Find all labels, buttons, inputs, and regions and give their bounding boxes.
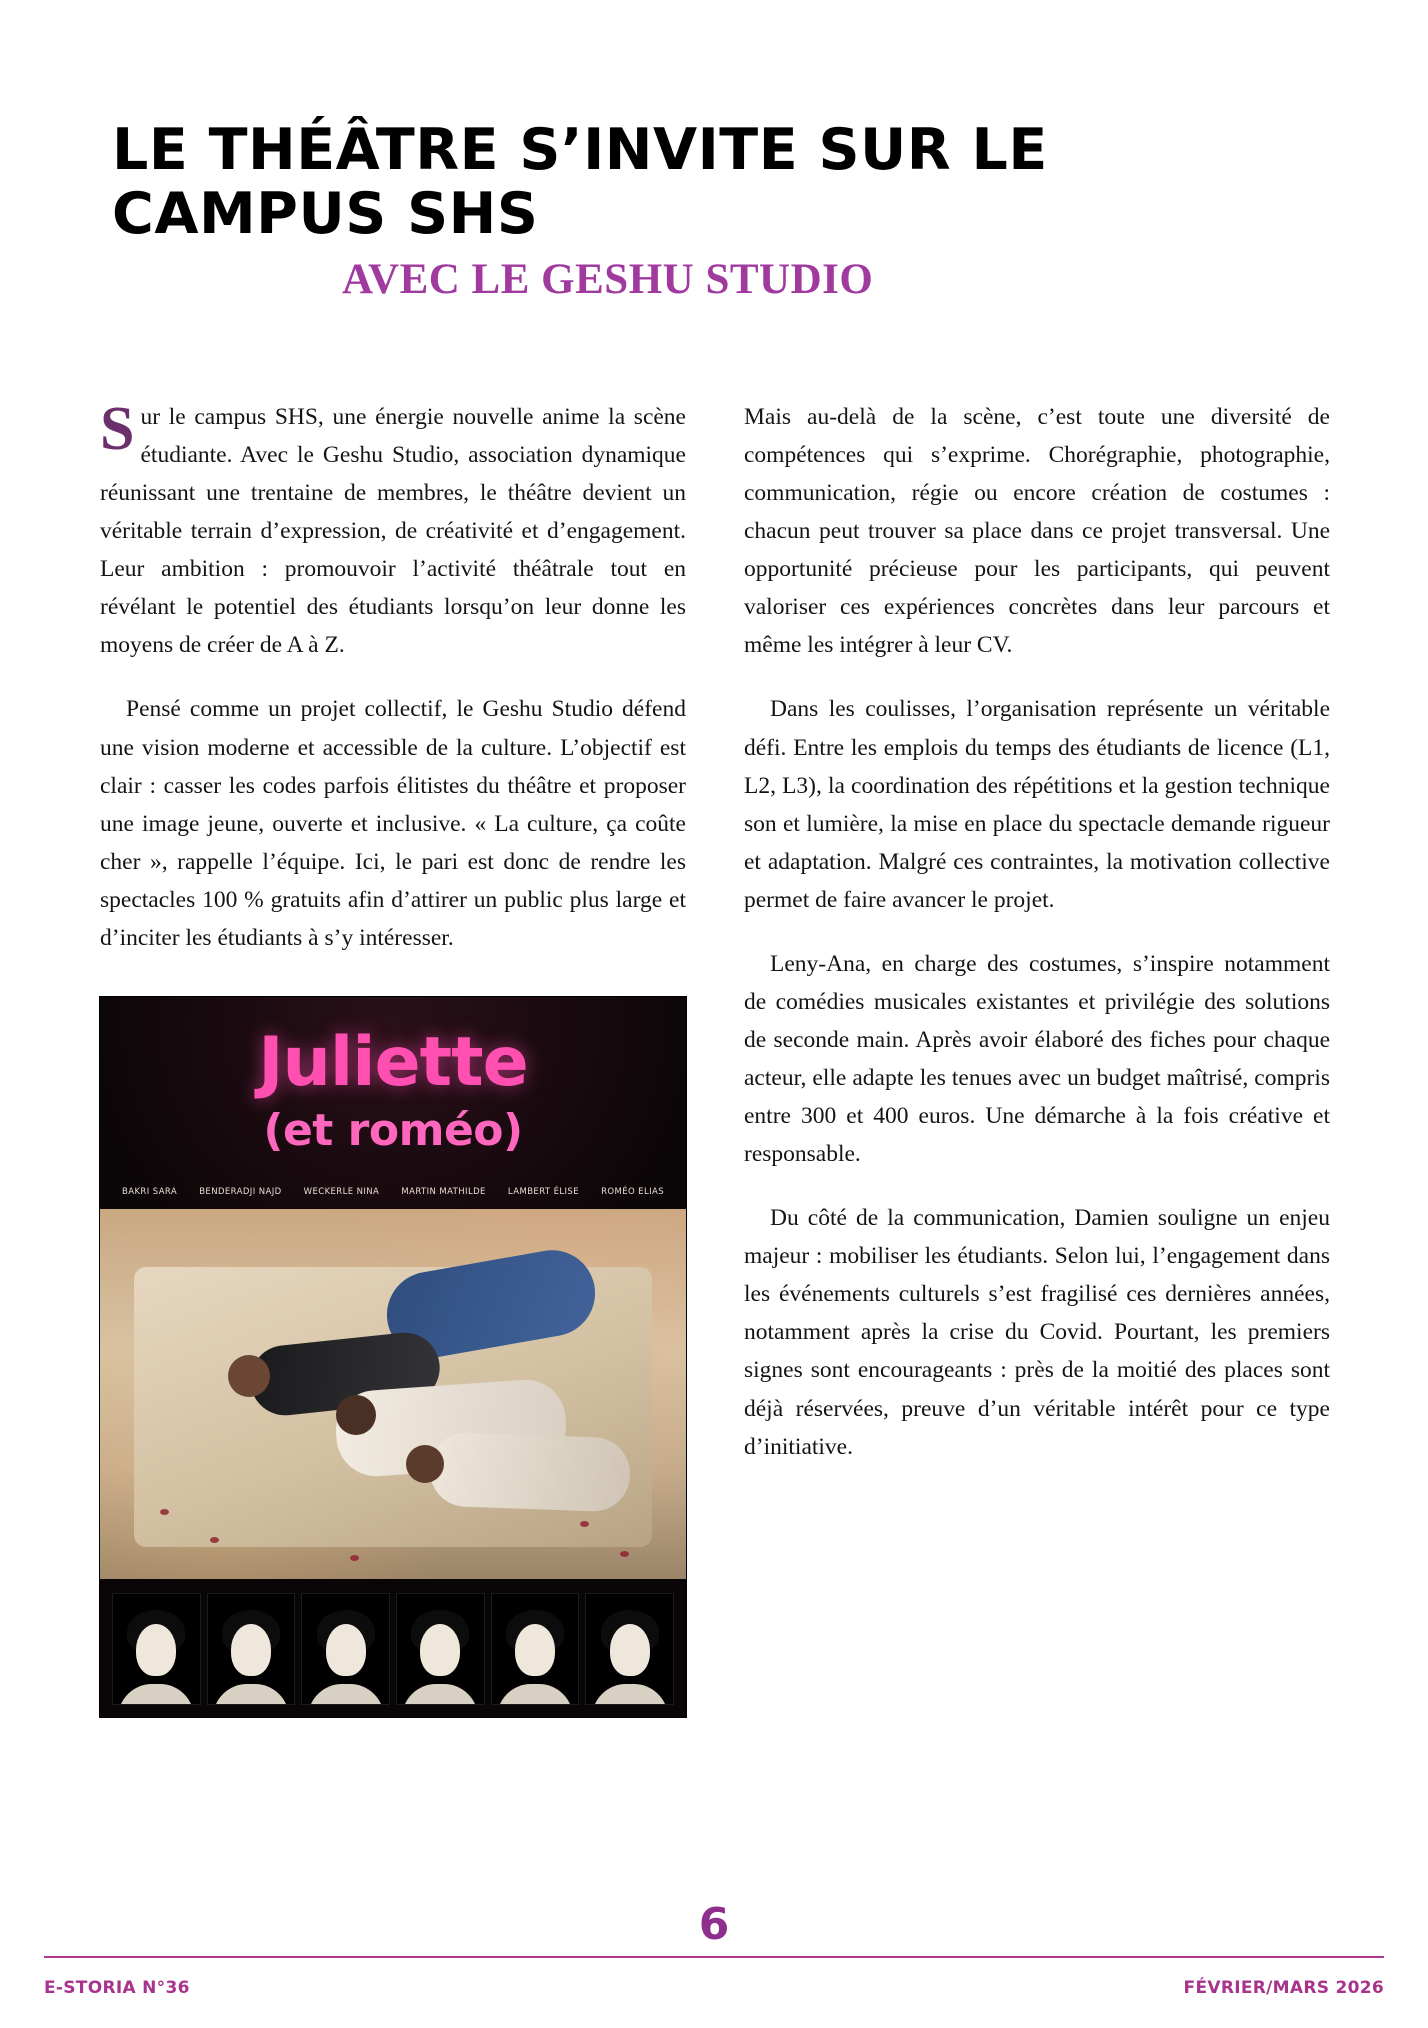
poster-scene-photo [100,1209,686,1579]
cast-portrait [585,1593,674,1705]
cast-name: ROMÉO ELIAS [601,1186,664,1197]
right-column [744,398,1330,1717]
paragraph: Pensé comme un projet collectif, le Geshu Studio défend une vision moderne et accessible de la culture. L’objectif est clair : casser les codes parfois élitistes du théâtre et proposer une image jeune, ouverte et inclusive. « La culture, ça coûte cher », rappelle l’équipe. Ici, le pari est donc de rendre les spectacles 100 % gratuits afin d’attirer un public plus large et d’inciter les étudiants à s’y intéresser. [100,696,686,951]
title-block [112,118,1322,304]
paragraph: Mais au-delà de la scène, c’est toute une diversité de compétences qui s’exprime. Chorégraphie, photographie, communication, régie ou encore création de costumes : chacun peut trouver sa place dans ce projet transversal. Une opportunité précieuse pour les participants, qui peuvent valoriser ces expériences concrètes dans leur parcours et même les intégrer à leur CV. [744,404,1330,659]
cast-portrait [112,1593,201,1705]
footer-issue-date: FÉVRIER/MARS 2026 [1183,1978,1384,1998]
poster-cast-credits [122,1187,664,1197]
rose-petal [350,1555,359,1561]
cast-portrait [301,1593,390,1705]
cast-portrait [207,1593,296,1705]
actor-figure [429,1431,631,1512]
cast-name: BENDERADJI NAJD [199,1186,282,1197]
article-columns [100,395,1330,1717]
footer-divider [44,1956,1384,1958]
paragraph [100,395,686,664]
poster-subtitle: (et roméo) [263,1104,523,1156]
page-number: 6 [698,1899,730,1950]
rose-petal [210,1537,219,1543]
rose-petal [160,1509,169,1515]
cast-portrait [491,1593,580,1705]
rose-petal [620,1551,629,1557]
cast-name: BAKRI SARA [122,1186,178,1197]
paragraph-text: ur le campus SHS, une énergie nouvelle anime la scène étudiante. Avec le Geshu Studio, association dynamique réunissant une trentaine de membres, le théâtre devient un véritable terrain d’expression, de créativité et d’engagement. Leur ambition : promouvoir l’activité théâtrale tout en révélant le potentiel des étudiants lorsqu’on leur donne les moyens de créer de A à Z. [100,404,686,659]
paragraph: Leny-Ana, en charge des costumes, s’inspire notamment de comédies musicales existantes et privilégie des solutions de seconde main. Après avoir élaboré des fiches pour chaque acteur, elle adapte les tenues avec un budget maîtrisé, compris entre 300 et 400 euros. Une démarche à la fois créative et responsable. [744,950,1330,1168]
page-title: LE THÉÂTRE S’INVITE SUR LE CAMPUS SHS [112,117,1048,248]
paragraph: Dans les coulisses, l’organisation représente un véritable défi. Entre les emplois du temps des étudiants de licence (L1, L2, L3), la coordination des répétitions et la gestion technique son et lumière, la mise en place du spectacle demande rigueur et adaptation. Malgré ces contraintes, la motivation collective permet de faire avancer le projet. [744,696,1330,913]
cast-portrait [396,1593,485,1705]
cast-name: LAMBERT ÉLISE [507,1186,579,1197]
page-subtitle: AVEC LE GESHU STUDIO [342,255,874,303]
play-poster-image [100,997,686,1717]
cast-name: WECKERLE NINA [303,1186,380,1197]
cast-name: MARTIN MATHILDE [401,1186,486,1197]
paragraph: Du côté de la communication, Damien souligne un enjeu majeur : mobiliser les étudiants. Selon lui, l’engagement dans les événements culturels s’est fragilisé ces dernières années, notamment après la crise du Covid. Pourtant, les premiers signes sont encourageants : près de la moitié des places sont déjà réservées, preuve d’un véritable intérêt pour ce type d’initiative. [744,1205,1330,1460]
rose-petal [580,1521,589,1527]
poster-title: Juliette [258,1022,528,1102]
actor-head [406,1445,444,1483]
actor-head [336,1395,376,1435]
poster-portrait-strip [112,1593,674,1705]
left-column [100,395,686,1717]
footer-publication: E-STORIA N°36 [44,1978,190,1998]
drop-cap: S [100,395,135,463]
actor-head [228,1355,270,1397]
